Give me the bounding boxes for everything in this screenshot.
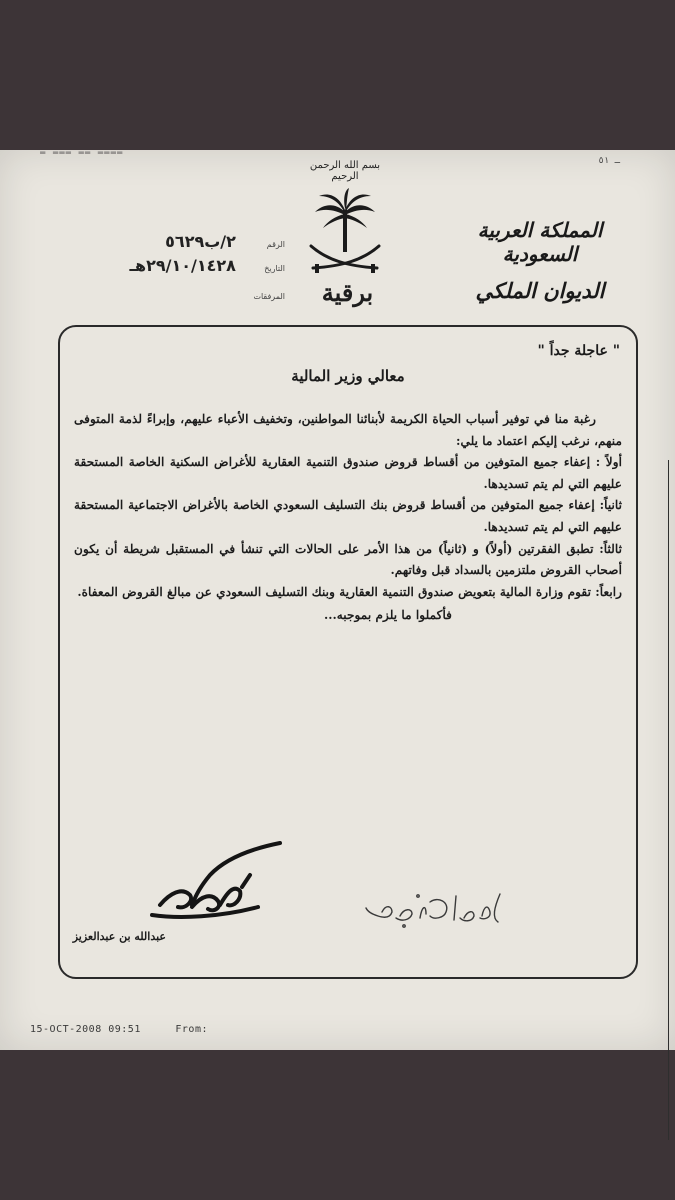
reference-label: الرقم <box>266 240 285 249</box>
item-first: أولاً : إعفاء جميع المتوفين من أقساط قروض صندوق التنمية العقارية للأغراض السكنية الخاصة المستحقة عليهم التي لم يتم تسديدها. <box>74 455 622 491</box>
item-third: ثالثاً: تطبق الفقرتين (أولاً) و (ثانياً) من هذا الأمر على الحالات التي تنشأ في المستقبل شريطة أن يكون أصحاب القروض ملتزمين بالسداد قبل وفاتهم. <box>74 541 622 578</box>
letter-body <box>74 409 622 627</box>
signatory-name: عبدالله بن عبدالعزيز <box>72 930 166 943</box>
reference-value: ٢/ب٥٦٢٩ <box>165 232 236 251</box>
fax-header-faded: ▬ ▬▬▬ ▬▬ ▬▬▬▬ <box>40 148 124 158</box>
fax-footer <box>30 1024 236 1035</box>
intro-paragraph: رغبة منا في توفير أسباب الحياة الكريمة لأبنائنا المواطنين، وتخفيف الأعباء عليهم، وإبراءً لذمة المتوفى منهم، نرغب إليكم اعتماد ما يلي: <box>74 412 622 448</box>
closing-line: فأكملوا ما يلزم بموجبه... <box>324 608 452 623</box>
document-page <box>0 150 675 1050</box>
fax-from-label: From: <box>175 1024 208 1035</box>
item-fourth: رابعاً: تقوم وزارة المالية بتعويض صندوق التنمية العقارية وبنك التسليف السعودي عن مبالغ القروض المعفاة. <box>77 584 622 599</box>
attachments-label: المرفقات <box>253 292 285 301</box>
fax-timestamp: 15-OCT-2008 09:51 <box>30 1024 141 1035</box>
letter-frame <box>58 325 638 979</box>
urgent-label: " عاجلة جداً " <box>537 343 620 359</box>
handwritten-note <box>360 882 510 937</box>
date-label: التاريخ <box>264 264 285 273</box>
handwritten-signature <box>130 835 290 930</box>
page-edge-line <box>668 460 670 1140</box>
kingdom-name: المملكة العربية السعودية <box>477 218 603 266</box>
basmala: بسم الله الرحمن الرحيم <box>309 160 381 182</box>
reference-number-row <box>85 232 285 251</box>
saudi-emblem-icon <box>305 188 385 278</box>
date-row <box>85 256 285 275</box>
attachments-row <box>85 284 285 303</box>
date-value: ٢٩/١٠/١٤٢٨هـ <box>129 256 236 275</box>
royal-court-name: الديوان الملكي <box>475 278 605 303</box>
page-marker: ـ ٥١ <box>598 156 620 166</box>
addressee: معالي وزير المالية <box>291 367 405 385</box>
item-second: ثانياً: إعفاء جميع المتوفين من أقساط قروض بنك التسليف السعودي الخاصة بالأغراض الاجتماعية المستحقة عليهم التي لم يتم تسديدها. <box>74 498 622 534</box>
telegram-caption: برقية <box>321 278 374 307</box>
